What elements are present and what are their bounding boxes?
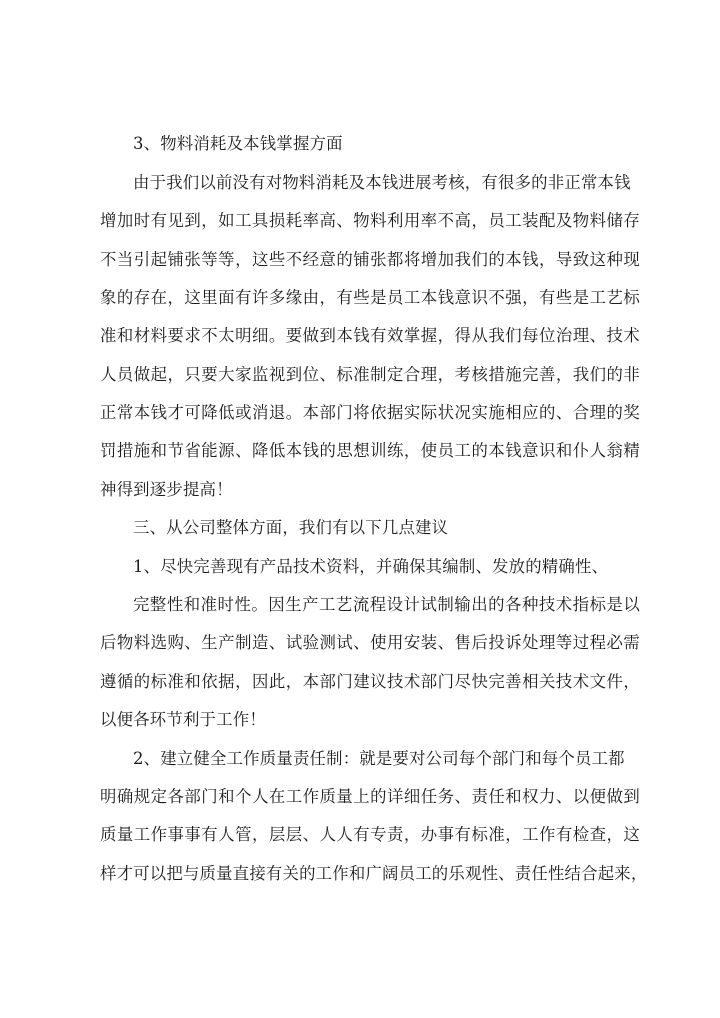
paragraph-line: 以便各环节利于工作！ (100, 710, 266, 729)
paragraph-line: 样才可以把与质量直接有关的工作和广阔员工的乐观性、责任性结合起来， (100, 864, 648, 883)
paragraph-line: 准和材料要求不太明细。要做到本钱有效掌握，得从我们每位治理、技术 (100, 326, 640, 345)
section-heading-material-cost: 3、物料消耗及本钱掌握方面 (133, 134, 343, 153)
paragraph-line: 不当引起铺张等等，这些不经意的铺张都将增加我们的本钱，导致这种现 (100, 250, 640, 269)
paragraph-line: 罚措施和节省能源、降低本钱的思想训练，使员工的本钱意识和仆人翁精 (100, 441, 640, 460)
paragraph-line: 完整性和准时性。因生产工艺流程设计试制输出的各种技术指标是以 (133, 595, 640, 614)
paragraph-line: 1、尽快完善现有产品技术资料，并确保其编制、发放的精确性、 (133, 557, 609, 576)
paragraph-line: 明确规定各部门和个人在工作质量上的详细任务、责任和权力、以便做到 (100, 787, 640, 806)
paragraph-line: 后物料选购、生产制造、试验测试、使用安装、售后投诉处理等过程必需 (100, 633, 640, 652)
paragraph-line: 正常本钱才可降低或消退。本部门将依据实际状况实施相应的、合理的奖 (100, 403, 640, 422)
paragraph-line: 人员做起，只要大家监视到位、标准制定合理，考核措施完善，我们的非 (100, 365, 640, 384)
paragraph-line: 2、建立健全工作质量责任制：就是要对公司每个部门和每个员工都 (133, 749, 625, 768)
paragraph-line: 遵循的标准和依据，因此，本部门建议技术部门尽快完善相关技术文件， (100, 672, 640, 691)
section-heading-suggestions: 三、从公司整体方面，我们有以下几点建议 (133, 518, 449, 537)
paragraph-line: 质量工作事事有人管，层层、人人有专责，办事有标准，工作有检查，这 (100, 825, 640, 844)
paragraph-line: 由于我们以前没有对物料消耗及本钱进展考核，有很多的非正常本钱 (133, 173, 631, 192)
paragraph-line: 增加时有见到，如工具损耗率高、物料利用率不高，员工装配及物料储存 (100, 211, 640, 230)
paragraph-line: 神得到逐步提高！ (100, 480, 233, 499)
paragraph-line: 象的存在，这里面有许多缘由，有些是员工本钱意识不强，有些是工艺标 (100, 288, 640, 307)
